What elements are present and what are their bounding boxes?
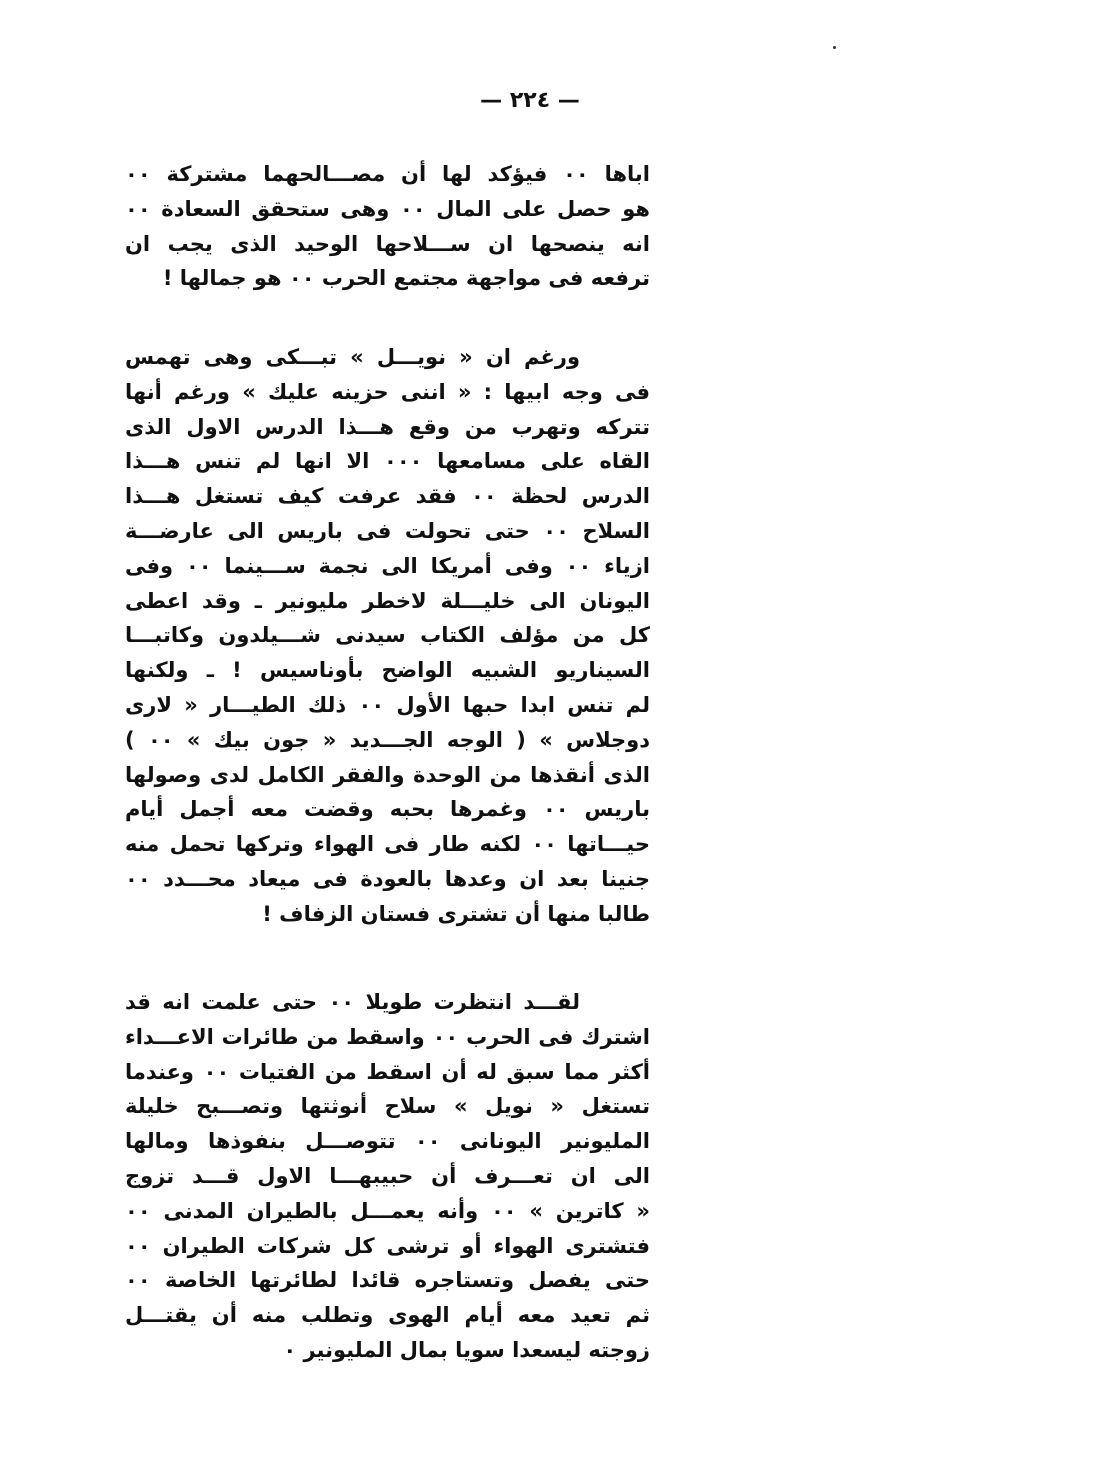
text-line: الى ان تعـــرف أن حبيبهـــا الاول قـــد تزوج	[125, 1163, 650, 1188]
text-line: الدرس لحظة ٠٠ فقد عرفت كيف تستغل هـــذا	[125, 484, 650, 509]
text-line: حتى يفصل وتستاجره قائدا لطائرتها الخاصة ٠٠	[125, 1268, 650, 1293]
text-line: تستغل « نويل » سلاح أنوثتها وتصـــبح خليلة	[125, 1094, 650, 1119]
text-line: ازياء ٠٠ وفى أمريكا الى نجمة ســـينما ٠٠ وفى	[125, 553, 650, 578]
text-line: ورغم ان « نويـــل » تبـــكى وهى تهمس	[125, 345, 580, 369]
text-line: جنينا بعد ان وعدها بالعودة فى ميعاد محـــدد ٠٠	[125, 866, 650, 891]
text-line: الذى أنقذها من الوحدة والفقر الكامل لدى وصولها	[125, 762, 650, 787]
paragraph-1	[125, 157, 650, 296]
text-line: زوجته ليسعدا سويا بمال المليونير ٠	[283, 1337, 650, 1362]
text-line: طالبا منها أن تشترى فستان الزفاف !	[262, 901, 650, 926]
text-line: باريس ٠٠ وغمرها بحبه وقضت معه أجمل أيام	[125, 797, 650, 822]
text-line: حيـــاتها ٠٠ لكنه طار فى الهواء وتركها تحمل منه	[125, 832, 650, 857]
text-line: تتركه وتهرب من وقع هـــذا الدرس الاول الذى	[125, 414, 650, 439]
text-line: فتشترى الهواء أو ترشى كل شركات الطيران ٠٠	[125, 1233, 650, 1258]
text-line: انه ينصحها ان ســـلاحها الوحيد الذى يجب ان	[125, 231, 650, 256]
text-line: اشترك فى الحرب ٠٠ واسقط من طائرات الاعـــداء	[125, 1024, 650, 1049]
text-line: ترفعه فى مواجهة مجتمع الحرب ٠٠ هو جمالها !	[162, 266, 650, 291]
text-line: السلاح ٠٠ حتى تحولت فى باريس الى عارضـــة	[125, 518, 650, 543]
text-line: السيناريو الشبيه الواضح بأوناسيس ! ـ ولكنها	[125, 658, 650, 683]
text-line: دوجلاس » ( الوجه الجـــديد « جون بيك » ٠٠ )	[125, 727, 650, 752]
text-line: ثم تعيد معه أيام الهوى وتطلب منه أن يقتـــل	[125, 1303, 650, 1328]
text-line: فى وجه ابيها : « اننى حزينه عليك » ورغم أنها	[125, 379, 650, 404]
scan-speck	[833, 46, 836, 49]
page-number: — ٢٢٤ —	[480, 88, 580, 113]
text-line: اباها ٠٠ فيؤكد لها أن مصـــالحهما مشتركة ٠٠	[125, 162, 650, 186]
text-line: أكثر مما سبق له أن اسقط من الفتيات ٠٠ وعندما	[125, 1059, 650, 1084]
text-line: المليونير اليونانى ٠٠ تتوصـــل بنفوذها ومالها	[125, 1129, 650, 1154]
text-line: لم تنس ابدا حبها الأول ٠٠ ذلك الطيـــار « لارى	[125, 692, 650, 717]
text-line: كل من مؤلف الكتاب سيدنى شـــيلدون وكاتبـــا	[125, 623, 650, 648]
paragraph-3	[125, 985, 650, 1368]
text-line: لقـــد انتظرت طويلا ٠٠ حتى علمت انه قد	[125, 990, 581, 1014]
text-line: هو حصل على المال ٠٠ وهى ستحقق السعادة ٠٠	[125, 196, 650, 221]
text-line: القاه على مسامعها ٠٠٠ الا انها لم تنس هـــذا	[125, 449, 650, 474]
text-line: اليونان الى خليـــلة لاخطر مليونير ـ وقد اعطى	[125, 588, 650, 613]
paragraph-2	[125, 340, 650, 932]
text-line: « كاترين » ٠٠ وأنه يعمـــل بالطيران المدنى ٠٠	[125, 1198, 650, 1223]
